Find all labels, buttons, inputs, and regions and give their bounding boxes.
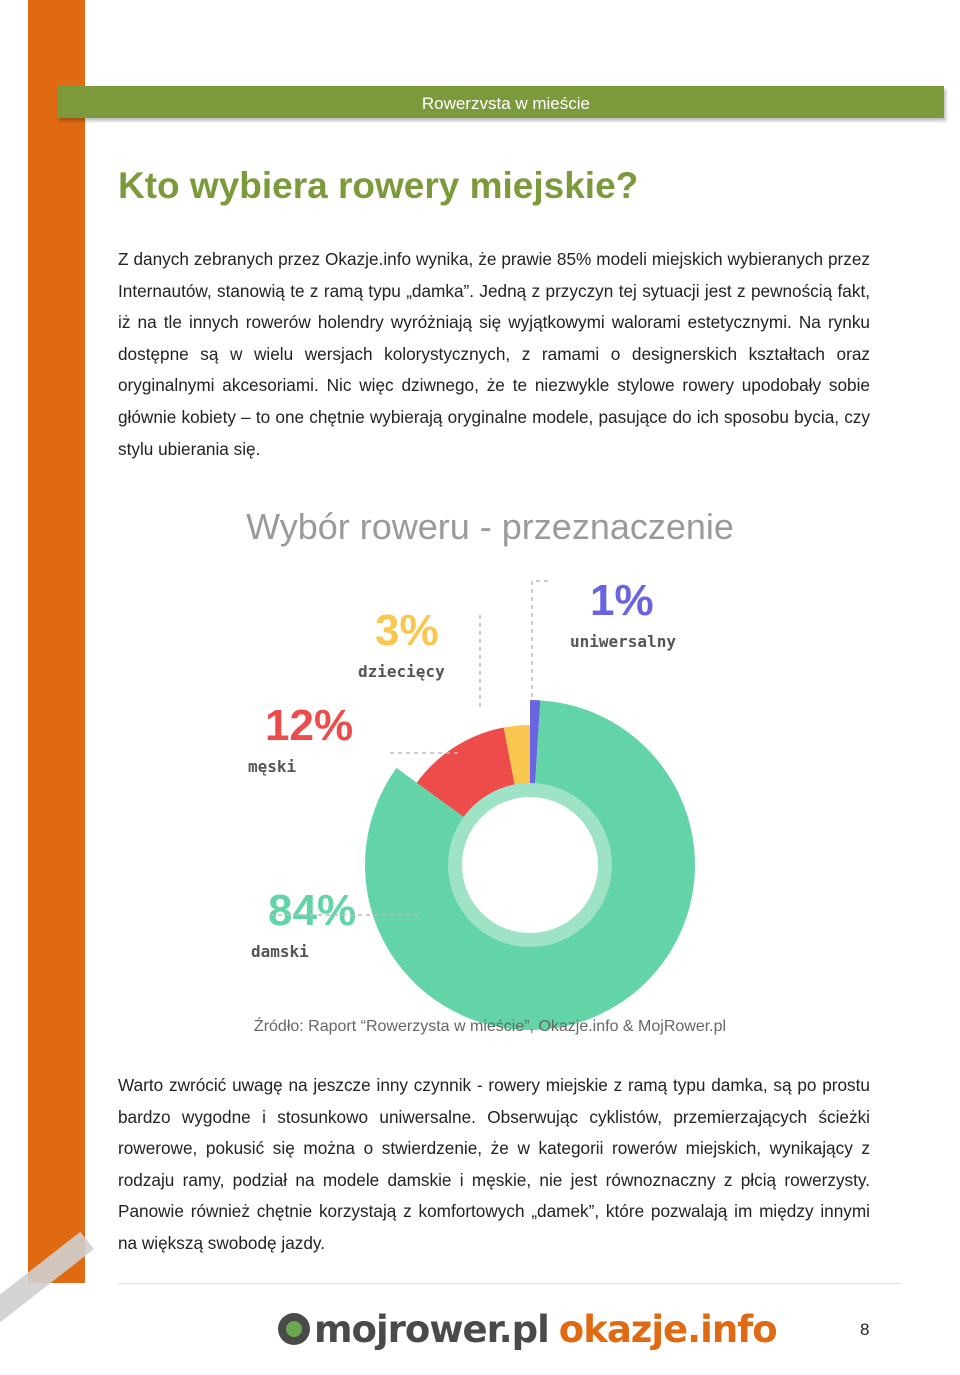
slice-value-label: 12% xyxy=(265,701,354,750)
page-number: 8 xyxy=(860,1320,870,1339)
article-paragraph-2: Warto zwrócić uwagę na jeszcze inny czynnik - rowery miejskie z ramą typu damka, są po prostu bardzo wygodne i stosunkowo uniwersalne. Obserwując cyklistów, przemierzających ścieżki rowerowe, pokusić się można o stwierdzenie, że w kategorii rowerów miejskich, wynikający z rodzaju ramy, podział na modele damskie i męskie, nie jest równoznaczny z płcią rowerzysty. Panowie również chętnie korzystają z komfortowych „damek”, które pozwalają im między innymi na większą swobodę jazdy. xyxy=(118,1075,870,1253)
slice-category-label: damski xyxy=(251,942,309,961)
slice-value-label: 84% xyxy=(268,886,357,935)
okazje-logo: okazje.info xyxy=(558,1307,777,1351)
donut-hole xyxy=(455,790,605,940)
header-band xyxy=(57,86,944,118)
slice-value-label: 1% xyxy=(590,576,654,625)
footer-logos xyxy=(278,1304,777,1354)
slice-value-label: 3% xyxy=(375,606,439,655)
slice-category-label: uniwersalny xyxy=(570,632,676,651)
side-accent-bar xyxy=(28,0,85,1283)
mojrower-logo: mojrower.pl xyxy=(314,1307,549,1351)
slice-category-label: męski xyxy=(248,757,297,776)
header-title: Rowerzvsta w mieście xyxy=(421,94,590,113)
chart-source: Źródło: Raport “Rowerzysta w mieście”, Okazje.info & MojRower.pl xyxy=(253,1018,727,1035)
donut-chart xyxy=(210,495,770,1045)
leader-line xyxy=(532,581,548,697)
footer-divider xyxy=(118,1283,900,1284)
article-paragraph-1: Z danych zebranych przez Okazje.info wynika, że prawie 85% modeli miejskich wybieranych przez Internautów, stanowią te z ramą typu „damka”. Jedną z przyczyn tej sytuacji jest z pewnością fakt, iż na tle innych rowerów holendry wyróżniają się wyjątkowymi walorami estetycznymi. Na rynku dostępne są w wielu wersjach kolorystycznych, z ramami o designerskich kształtach oraz oryginalnymi akcesoriami. Nic więc dziwnego, że te niezwykle stylowe rowery upodobały sobie głównie kobiety – to one chętnie wybierają oryginalne modele, pasujące do ich sposobu bycia, czy stylu ubierania się. xyxy=(118,249,870,459)
chart-title: Wybór roweru - przeznaczenie xyxy=(246,506,734,547)
slice-category-label: dziecięcy xyxy=(358,662,445,681)
article-title: Kto wybiera rowery miejskie? xyxy=(118,165,639,206)
bicycle-pin-icon xyxy=(278,1313,310,1345)
